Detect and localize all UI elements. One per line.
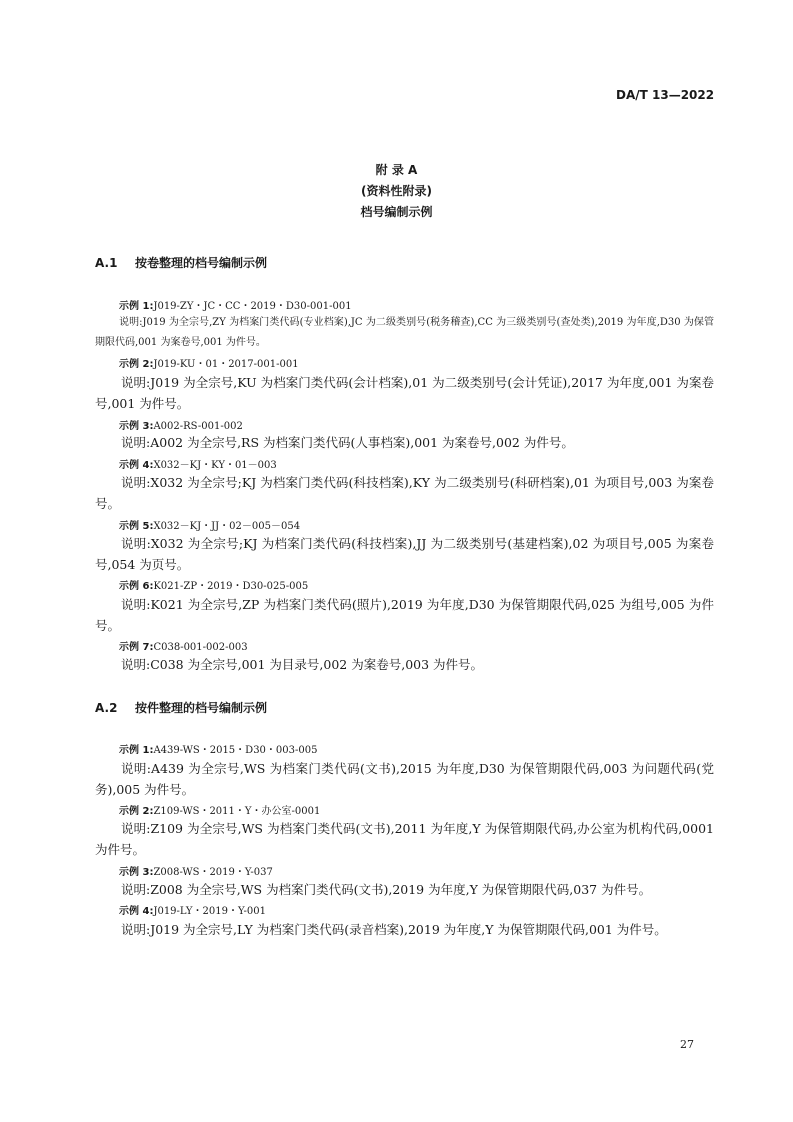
appendix-heading-text: 档号编制示例 [360,205,433,219]
example-label: 示例 6:K021-ZP・2019・D30-025-005 [119,581,309,592]
example-description: 说明:J019 为全宗号,ZY 为档案门类代码(专业档案),JC 为二级类别号(税务稽查),CC 为三级类别号(查处类),2019 为年度,D30 为保管期限代码,001 为案卷号,001 为件号。 [95,317,714,348]
example-description: 说明:X032 为全宗号;KJ 为档案门类代码(科技档案),KY 为二级类别号(科研档案),01 为项目号,003 为案卷号。 [95,475,714,511]
example-label: 示例 2:Z109-WS・2011・Y・办公室-0001 [119,806,321,817]
example-description: 说明:Z109 为全宗号,WS 为档案门类代码(文书),2011 为年度,Y 为保管期限代码,办公室为机构代码,0001 为件号。 [95,821,714,857]
example-label: 示例 7:C038-001-002-003 [119,642,248,653]
example-code: K021-ZP・2019・D30-025-005 [153,581,309,592]
appendix-title: 附 录 A [375,163,418,177]
example-code: C038-001-002-003 [153,642,248,653]
example-code: J019-ZY・JC・CC・2019・D30-001-001 [153,301,352,312]
example-code: J019-LY・2019・Y-001 [153,906,266,917]
section-number: A.1 [95,256,118,270]
example-description: 说明:Z008 为全宗号,WS 为档案门类代码(文书),2019 为年度,Y 为保管期限代码,037 为件号。 [121,882,652,897]
example-code: X032－KJ・KY・01－003 [153,460,277,471]
example-label: 示例 3:Z008-WS・2019・Y-037 [119,867,273,878]
section-title-a1 [95,254,267,271]
example-label: 示例 4:X032－KJ・KY・01－003 [119,460,277,471]
example-description: 说明:J019 为全宗号,LY 为档案门类代码(录音档案),2019 为年度,Y 为保管期限代码,001 为件号。 [121,922,667,937]
section-title-text: 按件整理的档号编制示例 [135,701,268,715]
example-description: 说明:K021 为全宗号,ZP 为档案门类代码(照片),2019 为年度,D30 为保管期限代码,025 为组号,005 为件号。 [95,597,714,633]
example-label: 示例 1:A439-WS・2015・D30・003-005 [119,745,318,756]
appendix-heading [0,160,793,223]
example-code: Z109-WS・2011・Y・办公室-0001 [153,806,321,817]
section-title-text: 按卷整理的档号编制示例 [135,256,268,270]
example-code: X032－KJ・JJ・02－005－054 [153,521,301,532]
section-number: A.2 [95,701,118,715]
example-code: A439-WS・2015・D30・003-005 [153,745,318,756]
page-number: 27 [680,1038,694,1051]
example-code: J019-KU・01・2017-001-001 [153,359,299,370]
section-title-a2 [95,699,267,716]
example-description: 说明:X032 为全宗号;KJ 为档案门类代码(科技档案),JJ 为二级类别号(基建档案),02 为项目号,005 为案卷号,054 为页号。 [95,536,714,572]
example-code: Z008-WS・2019・Y-037 [153,867,273,878]
example-label: 示例 4:J019-LY・2019・Y-001 [119,906,266,917]
example-label: 示例 5:X032－KJ・JJ・02－005－054 [119,521,301,532]
standard-number: DA/T 13—2022 [616,88,715,102]
example-code: A002-RS-001-002 [153,421,243,432]
example-label: 示例 3:A002-RS-001-002 [119,421,243,432]
example-label: 示例 1:J019-ZY・JC・CC・2019・D30-001-001 [119,301,352,312]
example-description: 说明:J019 为全宗号,KU 为档案门类代码(会计档案),01 为二级类别号(会计凭证),2017 为年度,001 为案卷号,001 为件号。 [95,375,714,411]
example-description: 说明:A439 为全宗号,WS 为档案门类代码(文书),2015 为年度,D30 为保管期限代码,003 为问题代码(党务),005 为件号。 [95,761,714,797]
appendix-subtitle: (资料性附录) [361,184,432,198]
example-description: 说明:A002 为全宗号,RS 为档案门类代码(人事档案),001 为案卷号,002 为件号。 [121,435,574,450]
example-description: 说明:C038 为全宗号,001 为目录号,002 为案卷号,003 为件号。 [121,657,484,672]
example-label: 示例 2:J019-KU・01・2017-001-001 [119,359,299,370]
